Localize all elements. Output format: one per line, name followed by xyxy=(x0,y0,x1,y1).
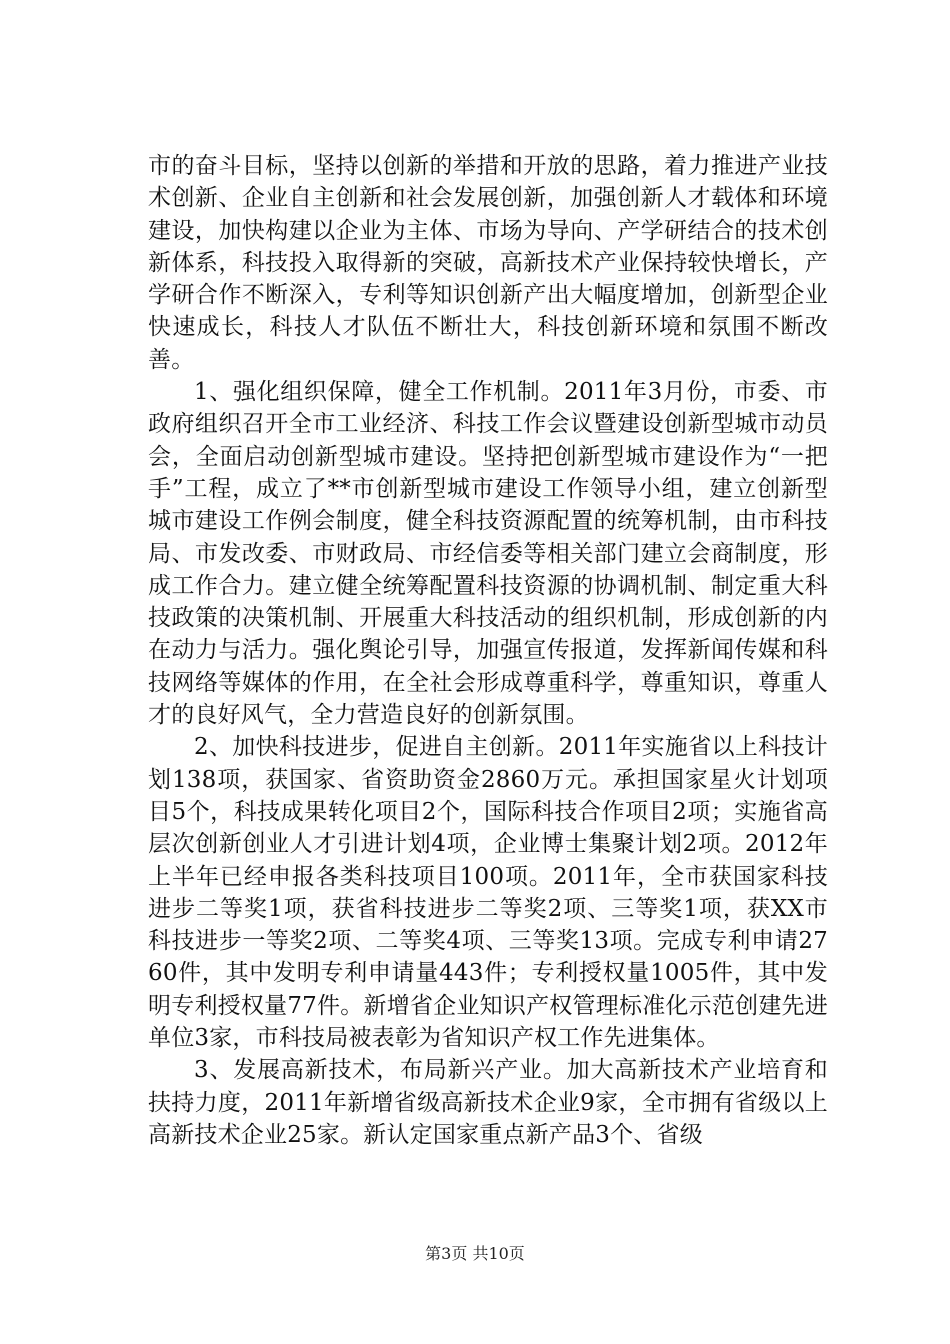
paragraph-tech-progress: 2、加快科技进步，促进自主创新。2011年实施省以上科技计划138项，获国家、省资助资金2860万元。承担国家星火计划项目5个，科技成果转化项目2个，国际科技合作项目2项；实施省高层次创新创业人才引进计划4项，企业博士集聚计划2项。2012年上半年已经申报各类科技项目100项。2011年，全市获国家科技进步二等奖1项，获省科技进步二等奖2项、三等奖1项，获XX市科技进步一等奖2项、二等奖4项、三等奖13项。完成专利申请2760件，其中发明专利申请量443件；专利授权量1005件，其中发明专利授权量77件。新增省企业知识产权管理标准化示范创建先进单位3家，市科技局被表彰为省知识产权工作先进集体。 xyxy=(148,734,828,1052)
paragraph-organization-guarantee: 1、强化组织保障，健全工作机制。2011年3月份，市委、市政府组织召开全市工业经济、科技工作会议暨建设创新型城市动员会，全面启动创新型城市建设。坚持把创新型城市建设作为“一把手”工程，成立了**市创新型城市建设工作领导小组，建立创新型城市建设工作例会制度，健全科技资源配置的统筹机制，由市科技局、市发改委、市财政局、市经信委等相关部门建立会商制度，形成工作合力。建立健全统筹配置科技资源的协调机制、制定重大科技政策的决策机制、开展重大科技活动的组织机制，形成创新的内在动力与活力。强化舆论引导，加强宣传报道，发挥新闻传媒和科技网络等媒体的作用，在全社会形成尊重科学，尊重知识，尊重人才的良好风气，全力营造良好的创新氛围。 xyxy=(148,379,828,729)
paragraph-high-tech: 3、发展高新技术，布局新兴产业。加大高新技术产业培育和扶持力度，2011年新增省级高新技术企业9家，全市拥有省级以上高新技术企业25家。新认定国家重点新产品3个、省级 xyxy=(148,1057,828,1148)
page-footer: 第3页 共10页 xyxy=(425,1244,525,1263)
paragraph-continuation: 市的奋斗目标，坚持以创新的举措和开放的思路，着力推进产业技术创新、企业自主创新和社会发展创新，加强创新人才载体和环境建设，加快构建以企业为主体、市场为导向、产学研结合的技术创新体系，科技投入取得新的突破，高新技术产业保持较快增长，产学研合作不断深入，专利等知识创新产出大幅度增加，创新型企业快速成长，科技人才队伍不断壮大，科技创新环境和氛围不断改善。 xyxy=(148,153,828,373)
document-body xyxy=(148,150,828,1151)
